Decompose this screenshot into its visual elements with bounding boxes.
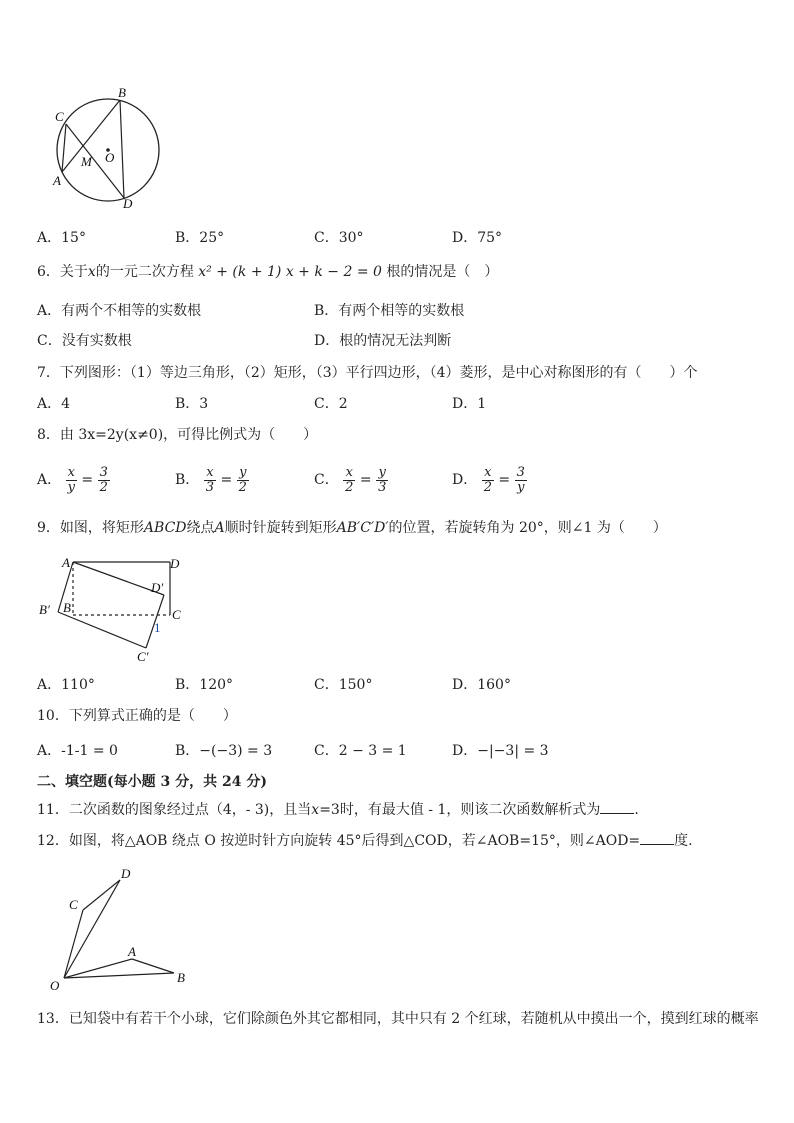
q6-option-c[interactable]: C．没有实数根 (37, 333, 132, 349)
q10-option-b[interactable]: B．−(−3) = 3 (175, 743, 273, 759)
q5-label-o: O (105, 150, 115, 165)
q9-label-angle-1: 1 (154, 620, 161, 635)
q8-b-fraction-1: $\frac{x}{3}$ (205, 464, 215, 495)
q9-label-b: B (63, 600, 71, 615)
q8-c-fraction-1: $\frac{x}{2}$ (345, 464, 354, 495)
q12-label-d: D (121, 866, 131, 881)
q5-label-c: C (55, 109, 64, 124)
q9-stem: 9．如图，将矩形ABCD绕点A顺时针旋转到矩形AB′C′D′的位置，若旋转角为 20°，则∠1 为（ ） (37, 520, 667, 536)
q8-option-d[interactable]: D． $\frac{x}{2}$ = $\frac{3}{y}$ (452, 464, 525, 495)
q10-option-d[interactable]: D．−|−3| = 3 (452, 743, 549, 759)
q5-circle-figure (48, 84, 168, 210)
q8-option-c[interactable]: C． $\frac{x}{2}$ = $\frac{y}{3}$ (314, 464, 387, 495)
q9-label-b-prime: B′ (39, 602, 50, 617)
q7-option-a[interactable]: A．4 (37, 396, 71, 412)
q7-option-c[interactable]: C．2 (314, 396, 348, 412)
q8-b-fraction-2: $\frac{y}{2}$ (238, 464, 247, 495)
section-2-title: 二、填空题(每小题 3 分，共 24 分) (37, 774, 267, 790)
q12-label-o: O (50, 978, 60, 993)
q7-option-d[interactable]: D．1 (452, 396, 487, 412)
q10-option-c[interactable]: C．2 − 3 = 1 (314, 743, 407, 759)
q5-option-d[interactable]: D．75° (452, 230, 503, 246)
q8-option-b[interactable]: B． $\frac{x}{3}$ = $\frac{y}{2}$ (175, 464, 247, 495)
q6-option-b[interactable]: B．有两个相等的实数根 (314, 303, 465, 319)
q5-label-b: B (118, 85, 126, 100)
q9-label-c-prime: C′ (137, 649, 149, 664)
q9-option-c[interactable]: C．150° (314, 677, 373, 693)
q9-option-a[interactable]: A．110° (37, 677, 95, 693)
q9-option-d[interactable]: D．160° (452, 677, 511, 693)
q11-stem: 11．二次函数的图象经过点（4，- 3)，且当x=3时，有最大值 - 1，则该二次函数解析式为 . (37, 802, 639, 818)
q12-rotation-figure (46, 864, 196, 994)
q12-label-b: B (177, 970, 185, 985)
q6-option-a[interactable]: A．有两个不相等的实数根 (37, 303, 202, 319)
q6-option-d[interactable]: D．根的情况无法判断 (314, 333, 452, 349)
q5-option-c[interactable]: C．30° (314, 230, 364, 246)
q8-stem: 8．由 3x=2y(x≠0)，可得比例式为（ ） (37, 427, 318, 443)
q10-stem: 10．下列算式正确的是（ ） (37, 708, 237, 724)
q7-option-b[interactable]: B．3 (175, 396, 209, 412)
q6-equation: x² + (k + 1) x + k − 2 = 0 (198, 264, 382, 280)
q10-option-a[interactable]: A．-1-1 = 0 (37, 743, 118, 759)
q13-stem: 13．已知袋中有若干个小球，它们除颜色外其它都相同，其中只有 2 个红球，若随机从中摸出一个，摸到红球的概率 (37, 1011, 759, 1027)
q9-option-b[interactable]: B．120° (175, 677, 234, 693)
q8-a-fraction-1: $\frac{x}{y}$ (67, 464, 75, 495)
q12-label-a: A (128, 944, 136, 959)
q12-label-c: C (69, 897, 78, 912)
q8-a-fraction-2: $\frac{3}{2}$ (99, 464, 108, 495)
q5-label-d: D (123, 196, 133, 210)
q5-option-a[interactable]: A．15° (37, 230, 86, 246)
q12-answer-blank[interactable] (640, 832, 674, 845)
q8-d-fraction-1: $\frac{x}{2}$ (483, 464, 492, 495)
q8-option-a[interactable]: A． $\frac{x}{y}$ = $\frac{3}{2}$ (37, 464, 108, 495)
q9-label-d: D (170, 556, 180, 571)
q5-label-a: A (53, 173, 61, 188)
q9-label-c: C (172, 607, 181, 622)
q6-stem: 6．关于x的一元二次方程 x² + (k + 1) x + k − 2 = 0 根的情况是（ ） (37, 264, 499, 280)
q9-rectangle-figure (36, 552, 196, 666)
q8-d-fraction-2: $\frac{3}{y}$ (516, 464, 525, 495)
q5-label-m: M (81, 154, 92, 169)
q7-stem: 7．下列图形：（1）等边三角形，（2）矩形，（3）平行四边形，（4）菱形，是中心对称图形的有（ ）个 (37, 365, 698, 381)
q8-c-fraction-2: $\frac{y}{3}$ (378, 464, 387, 495)
q12-stem: 12．如图，将△AOB 绕点 O 按逆时针方向旋转 45°后得到△COD，若∠AOB=15°，则∠AOD= 度. (37, 833, 693, 849)
q9-label-d-prime: D′ (151, 580, 164, 595)
q11-answer-blank[interactable] (600, 801, 634, 814)
q5-option-b[interactable]: B．25° (175, 230, 225, 246)
q9-label-a: A (62, 555, 70, 570)
